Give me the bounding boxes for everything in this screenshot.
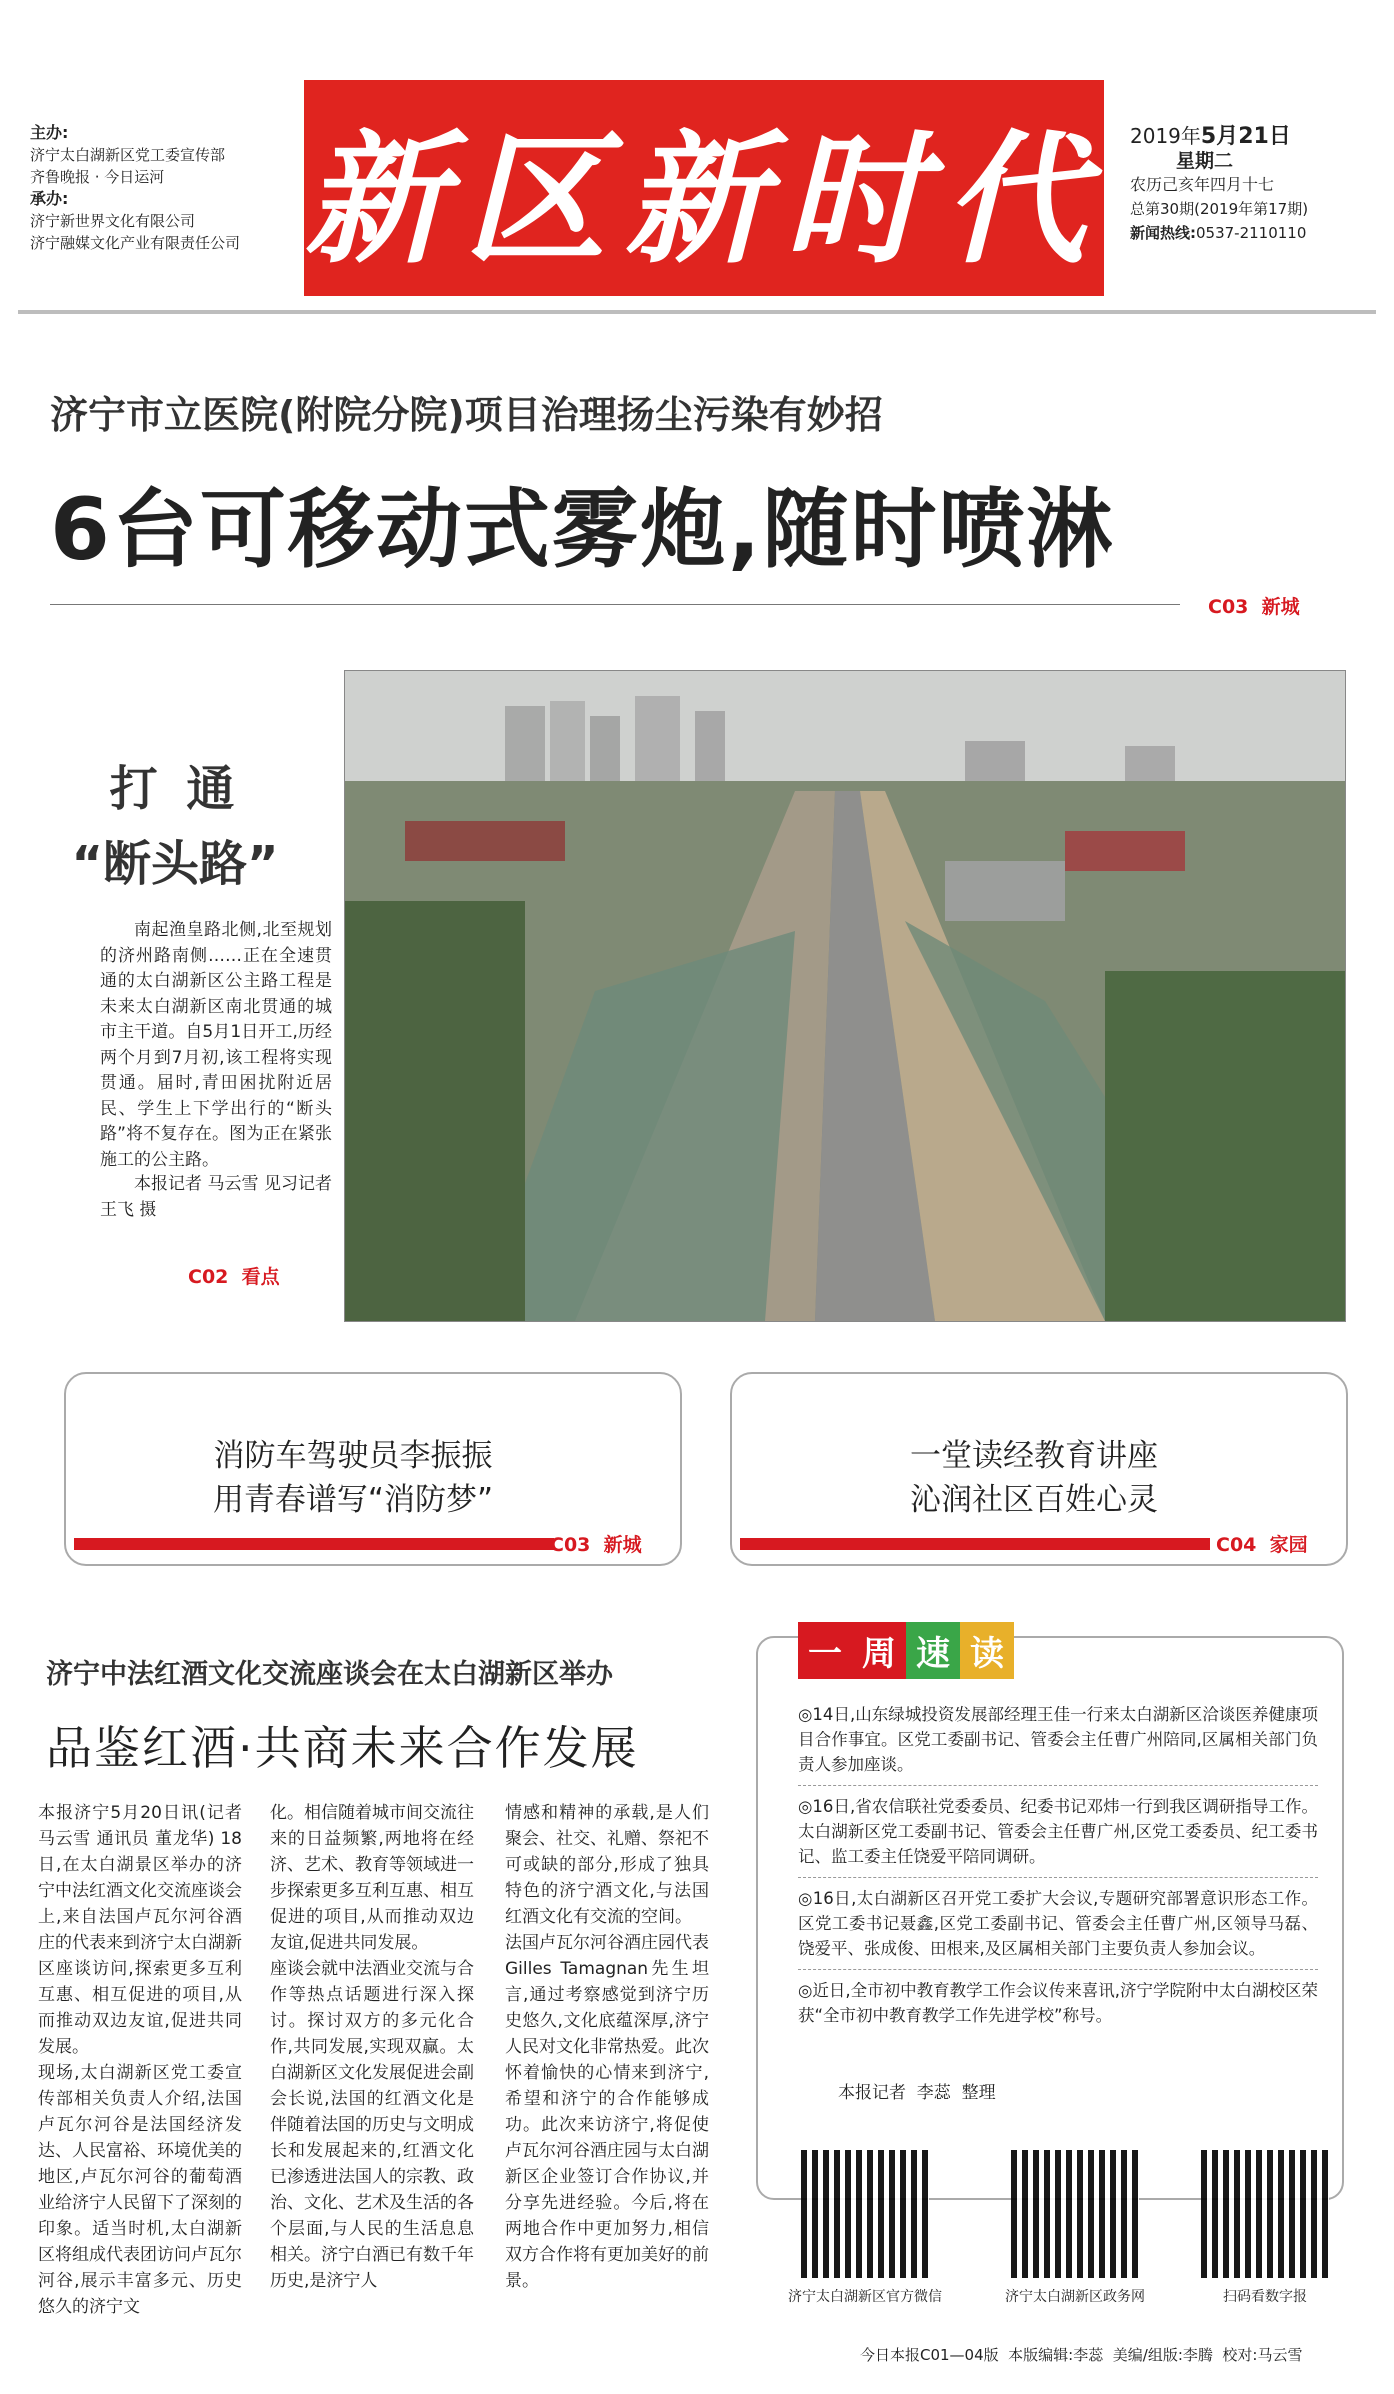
week-brief-tag (798, 1622, 1014, 1679)
feature-title (60, 750, 290, 894)
qr-block-gov[interactable] (990, 2150, 1160, 2306)
qr-caption: 济宁太白湖新区政务网 (1005, 2289, 1145, 2305)
photo-illustration (345, 671, 1345, 1321)
promo-box-lecture[interactable] (730, 1372, 1348, 1566)
sponsor-line: 济宁太白湖新区党工委宣传部 (30, 146, 226, 164)
feature-title-line2: “断头路” (71, 836, 279, 892)
promo-box-section-ref: C04 家园 (1216, 1534, 1308, 1556)
week-brief-item: ◎16日,省农信联社党委委员、纪委书记邓炜一行到我区调研指导工作。太白湖新区党工委副书记、管委会主任曹广州,区党工委委员、纪工委书记、监工委主任饶爱平陪同调研。 (798, 1797, 1318, 1866)
lead-section-ref: C03 新城 (1208, 596, 1300, 618)
organizer-label: 承办: (30, 189, 69, 208)
week-brief-items (798, 1702, 1318, 2028)
header-divider (18, 310, 1376, 314)
promo-box-redbar (74, 1538, 554, 1550)
qr-block-digital[interactable] (1180, 2150, 1350, 2306)
promo-box-line2: 用青春谱写“消防梦” (212, 1482, 494, 1518)
footer-credits: 今日本报C01—04版 本版编辑:李蕊 美编/组版:李腾 校对:马云雪 (860, 2346, 1303, 2364)
week-tag-char: 速 (906, 1622, 960, 1679)
week-brief-item: ◎近日,全市初中教育教学工作会议传来喜讯,济宁学院附中太白湖校区荣获“全市初中教育教学工作先进学校”称号。 (798, 1981, 1318, 2025)
promo-box-firefighter[interactable] (64, 1372, 682, 1566)
sponsor-line: 齐鲁晚报 · 今日运河 (30, 168, 165, 186)
lead-headline: 6台可移动式雾炮,随时喷淋 (50, 480, 1115, 580)
article-column-2: 化。相信随着城市间交流往来的日益频繁,两地将在经济、艺术、教育等领域进一步探索更多互利互惠、相互促进的项目,从而推动双边友谊,促进共同发展。 座谈会就中法酒业交流与合作等热点话题进行深入探讨。探讨双方的多元化合作,共同发展,实现双赢。太白湖新区文化发展促进会副会长说,法国的红酒文化是伴随着法国的历史与文明成长和发展起来的,红酒文化已渗透进法国人的宗教、政治、文化、艺术及生活的各个层面,与人民的生活息息相关。济宁白酒已有数千年历史,是济宁人 (270, 1803, 474, 2291)
promo-box-section-ref: C03 新城 (550, 1534, 642, 1556)
week-brief-item: ◎16日,太白湖新区召开党工委扩大会议,专题研究部署意识形态工作。区党工委书记聂鑫,区党工委副书记、管委会主任曹广州,区领导马磊、饶爱平、张成俊、田根来,及区属相关部门主要负责人参加会议。 (798, 1889, 1318, 1958)
qr-caption: 扫码看数字报 (1223, 2289, 1307, 2305)
masthead-text: 新区新时代 (304, 117, 1104, 283)
promo-box-line1: 消防车驾驶员李振振 (213, 1438, 493, 1474)
promo-box-line1: 一堂读经教育讲座 (910, 1438, 1158, 1474)
qr-code-icon[interactable] (1201, 2150, 1329, 2278)
lead-divider (50, 604, 1180, 605)
date-block (1130, 124, 1380, 245)
road-construction-photo (344, 670, 1346, 1322)
organizer-line: 济宁融媒文化产业有限责任公司 (30, 234, 241, 252)
hotline-number: 0537-2110110 (1196, 224, 1307, 242)
article-column-1: 本报济宁5月20日讯(记者 马云雪 通讯员 董龙华) 18日,在太白湖景区举办的济宁中法红酒文化交流座谈会上,来自法国卢瓦尔河谷酒庄的代表来到济宁太白湖新区座谈访问,探索更多互利互惠、相互促进的项目,从而推动双边友谊,促进共同发展。 现场,太白湖新区党工委宣传部相关负责人介绍,法国卢瓦尔河谷是法国经济发达、人民富裕、环境优美的地区,卢瓦尔河谷的葡萄酒业给济宁人民留下了深刻的印象。适当时机,太白湖新区将组成代表团访问卢瓦尔河谷,展示丰富多元、历史悠久的济宁文 (38, 1803, 242, 2317)
article-kicker: 济宁中法红酒文化交流座谈会在太白湖新区举办 (46, 1659, 613, 1690)
week-tag-char: 周 (852, 1622, 906, 1679)
lead-kicker: 济宁市立医院(附院分院)项目治理扬尘污染有妙招 (50, 393, 883, 437)
lunar-date: 农历己亥年四月十七 (1130, 175, 1275, 194)
promo-box-line2: 沁润社区百姓心灵 (910, 1482, 1158, 1518)
date-monthday: 5月21日 (1200, 124, 1291, 149)
issue-number: 总第30期(2019年第17期) (1130, 200, 1309, 218)
qr-code-icon[interactable] (1011, 2150, 1139, 2278)
qr-block-wechat[interactable] (780, 2150, 950, 2306)
masthead-logo (304, 80, 1104, 296)
article-headline: 品鉴红酒·共商未来合作发展 (46, 1721, 639, 1775)
week-brief-item: ◎14日,山东绿城投资发展部经理王佳一行来太白湖新区洽谈医养健康项目合作事宜。区党工委副书记、管委会主任曹广州陪同,区属相关部门负责人参加座谈。 (798, 1705, 1318, 1774)
feature-title-line1: 打 通 (109, 761, 241, 817)
date-year: 2019年 (1130, 124, 1201, 148)
organizer-line: 济宁新世界文化有限公司 (30, 212, 196, 230)
hotline-label: 新闻热线: (1130, 224, 1196, 242)
sponsor-label: 主办: (30, 123, 69, 142)
week-tag-char: 读 (960, 1622, 1014, 1679)
qr-code-icon[interactable] (801, 2150, 929, 2278)
qr-caption: 济宁太白湖新区官方微信 (788, 2289, 942, 2305)
article-column-3: 情感和精神的承载,是人们聚会、社交、礼赠、祭祀不可或缺的部分,形成了独具特色的济宁酒文化,与法国红酒文化有交流的空间。 法国卢瓦尔河谷酒庄园代表Gilles Tamagnan先生坦言,通过考察感觉到济宁历史悠久,文化底蕴深厚,济宁人民对文化非常热爱。此次怀着愉快的心情来到济宁,希望和济宁的合作能够成功。此次来访济宁,将促使卢瓦尔河谷酒庄园与太白湖新区企业签订合作协议,并分享先进经验。今后,将在两地合作中更加努力,相信双方合作将有更加美好的前景。 (505, 1803, 709, 2291)
week-tag-char: 一 (798, 1622, 852, 1679)
week-brief-panel (756, 1636, 1344, 2200)
feature-byline: 本报记者 马云雪 见习记者 王飞 摄 (100, 1174, 332, 1220)
feature-section-ref: C02 看点 (188, 1266, 280, 1288)
weekday: 星期二 (1176, 150, 1234, 172)
week-brief-byline: 本报记者 李蕊 整理 (838, 2083, 996, 2103)
promo-box-redbar (740, 1538, 1210, 1550)
feature-caption: 南起渔皇路北侧,北至规划的济州路南侧……正在全速贯通的太白湖新区公主路工程是未来太白湖新区南北贯通的城市主干道。自5月1日开工,历经两个月到7月初,该工程将实现贯通。届时,青田困扰附近居民、学生上下学出行的“断头路”将不复存在。图为正在紧张施工的公主路。 (100, 920, 332, 1170)
sponsor-block (30, 122, 300, 254)
